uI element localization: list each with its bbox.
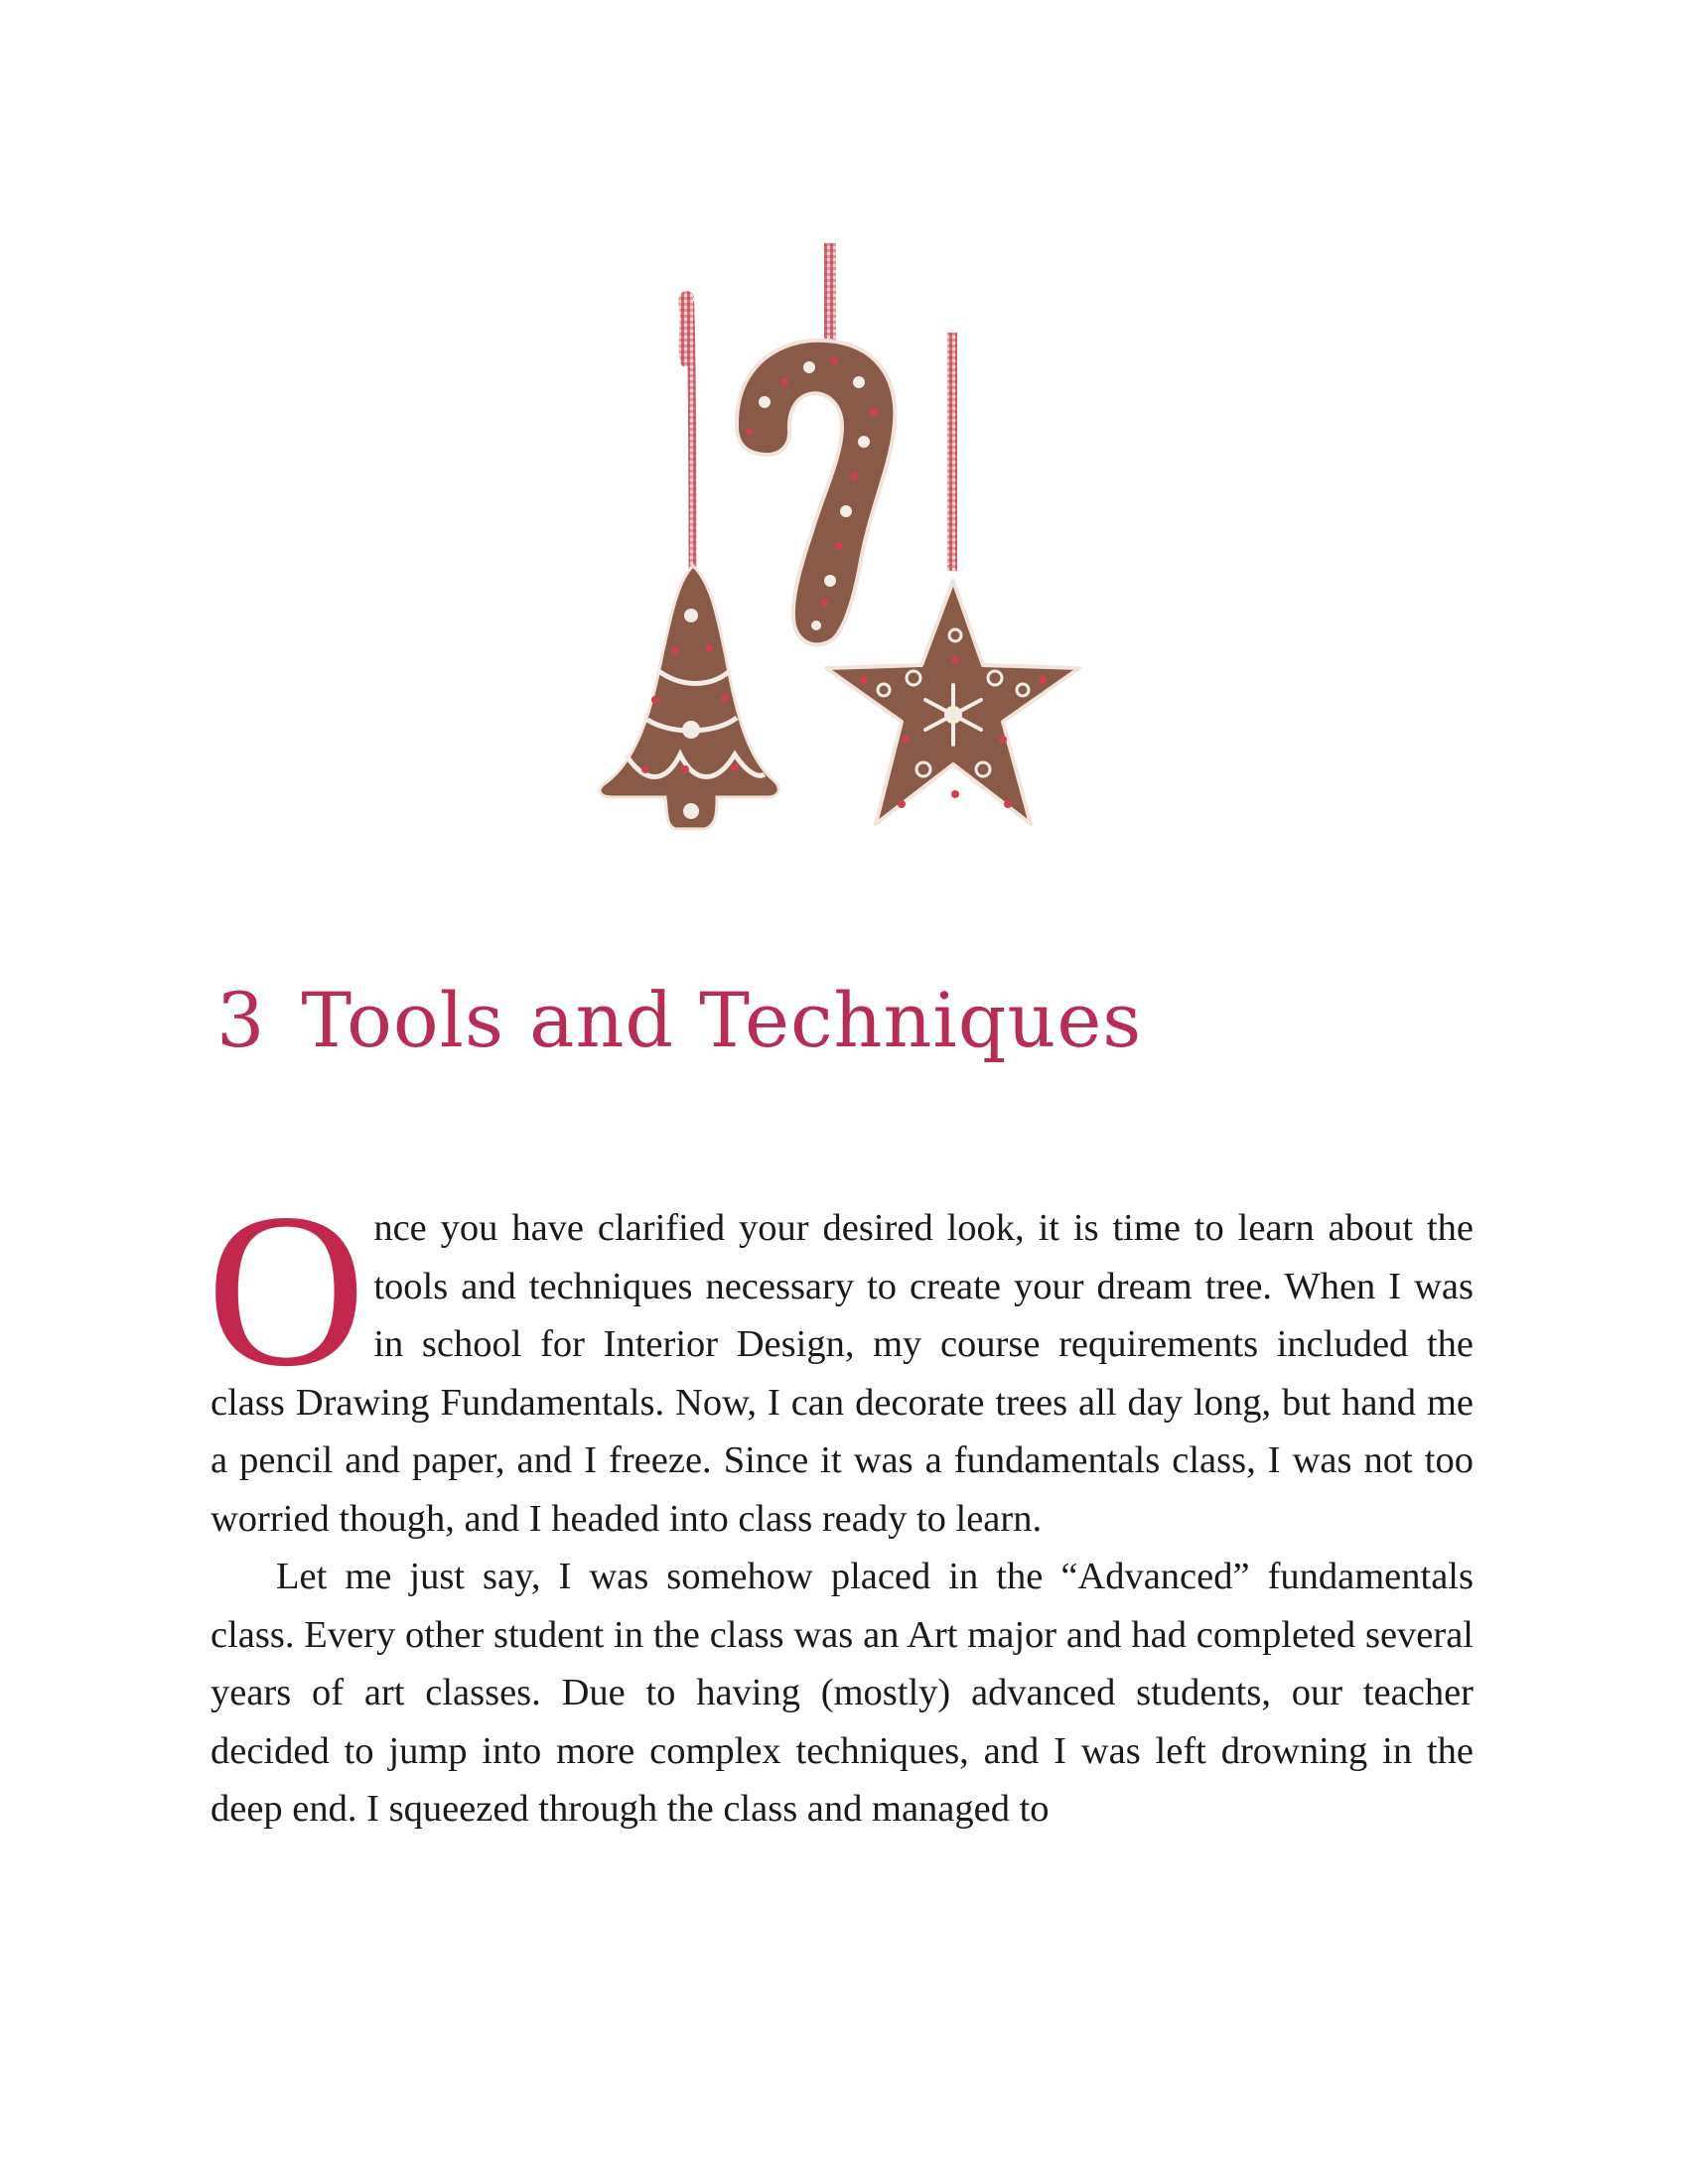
paragraph-1-text: nce you have clarified your desired look, it is time to learn about the tools and techniques necessary to create your dream tree. When I was in school for Interior Design, my course requirements included the class Drawing Fundamentals. Now, I can decorate trees all day long, but hand me a pencil and paper, and I freeze. Since it was a fundamentals class, I was not too worried though, and I headed into class ready to learn. [211,1207,1474,1540]
chapter-heading [216,976,1143,1064]
candy-cane-ornament-icon [737,243,895,644]
body-text [207,1168,1474,1839]
paragraph-2: Let me just say, I was somehow placed in the “Advanced” fundamentals class. Every other student in the class was an Art major and had completed several years of art classes. Due to having (mostly) advanced students, our teacher decided to jump into more complex techniques, and I was left drowning in the deep end. I squeezed through the class and managed to [211,1556,1474,1830]
paragraph-1 [207,1168,1474,1548]
drop-cap: O [207,1168,366,1413]
chapter-title: Tools and Techniques [301,976,1143,1064]
chapter-number: 3 [216,976,266,1064]
christmas-ornaments-illustration [586,243,1102,849]
